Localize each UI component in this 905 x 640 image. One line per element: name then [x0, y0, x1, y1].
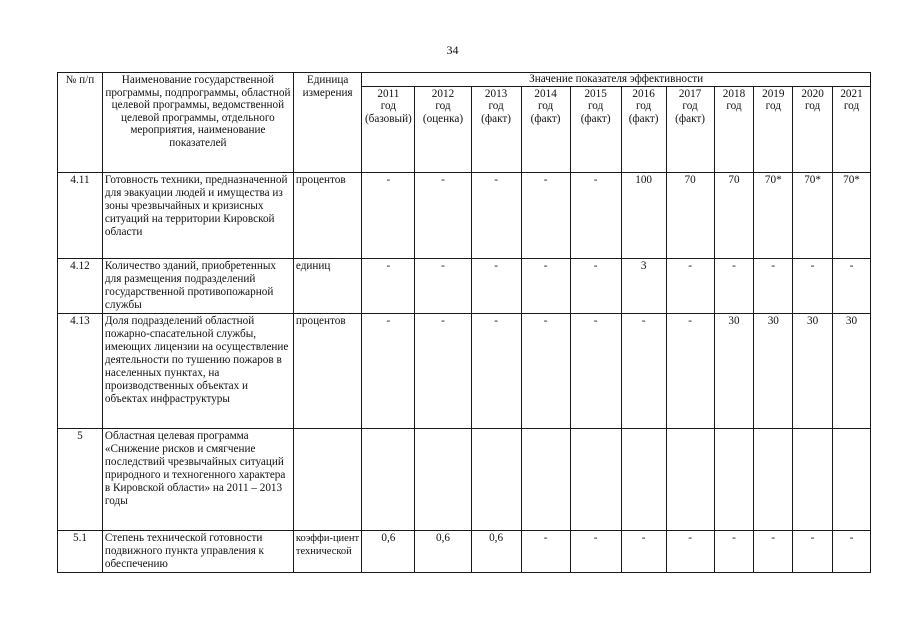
year-note: год [843, 100, 860, 112]
value-cell [621, 429, 666, 531]
row-num: 5.1 [58, 531, 103, 573]
row-unit: коэффи-циент технической [293, 531, 361, 573]
value-cell: - [621, 314, 666, 429]
value-cell: - [754, 259, 793, 314]
value-cell: - [521, 314, 570, 429]
table-row [58, 531, 871, 573]
value-cell: - [666, 531, 714, 573]
table-row [58, 429, 871, 531]
page-number: 34 [446, 43, 459, 57]
value-cell: 70* [793, 173, 833, 259]
value-cell [570, 429, 621, 531]
table-row [58, 314, 871, 429]
year-label: 2017 [678, 87, 702, 100]
year-label: 2019 [762, 87, 785, 100]
year-note: год (оценка) [422, 100, 464, 125]
row-num: 4.13 [58, 314, 103, 429]
value-cell: - [521, 173, 570, 259]
header-year-cell [521, 86, 570, 173]
value-cell: - [362, 259, 415, 314]
header-year-cell [570, 86, 621, 173]
header-year-cell [362, 86, 415, 173]
year-note: год (факт) [530, 100, 561, 125]
header-year-cell [471, 86, 521, 173]
value-cell: - [570, 314, 621, 429]
value-cell: 30 [754, 314, 793, 429]
value-cell: 70 [714, 173, 754, 259]
value-cell: - [666, 314, 714, 429]
year-label: 2014 [534, 87, 557, 100]
table-row [58, 173, 871, 259]
value-cell [754, 429, 793, 531]
value-cell: 0,6 [471, 531, 521, 573]
value-cell: - [521, 531, 570, 573]
year-note: год [765, 100, 781, 112]
value-cell: - [714, 259, 754, 314]
value-cell: 0,6 [362, 531, 415, 573]
value-cell: - [415, 259, 471, 314]
header-num: № п/п [58, 73, 103, 173]
row-unit: процентов [293, 173, 361, 259]
value-cell: - [521, 259, 570, 314]
row-unit: единиц [293, 259, 361, 314]
value-cell: - [714, 531, 754, 573]
year-note: год (базовый) [364, 100, 412, 125]
value-cell: - [415, 173, 471, 259]
row-name: Степень технической готовности подвижного пункта управления к обеспечению [102, 531, 293, 573]
value-cell: - [570, 531, 621, 573]
year-label: 2011 [377, 87, 400, 100]
value-cell: - [471, 173, 521, 259]
year-label: 2020 [801, 87, 824, 100]
header-year-cell [754, 86, 793, 173]
table-row [58, 259, 871, 314]
value-cell: - [621, 531, 666, 573]
row-name: Количество зданий, приобретенных для размещения подразделений государственной противопожарной службы [102, 259, 293, 314]
year-note: год [726, 100, 742, 112]
row-name: Областная целевая программа «Снижение рисков и смягчение последствий чрезвычайных ситуаций природного и техногенного характера в Кировской области» на 2011 – 2013 годы [102, 429, 293, 531]
value-cell: - [833, 259, 871, 314]
year-note: год (факт) [628, 100, 659, 125]
value-cell [521, 429, 570, 531]
value-cell [833, 429, 871, 531]
row-num: 4.11 [58, 173, 103, 259]
value-cell: - [754, 531, 793, 573]
row-name: Доля подразделений областной пожарно-спасательной службы, имеющих лицензии на осуществление деятельности по тушению пожаров в населенных пунктах, на производственных объектах и объектах инфраструктуры [102, 314, 293, 429]
value-cell: 100 [621, 173, 666, 259]
header-year-cell [833, 86, 871, 173]
header-values-title: Значение показателя эффективности [362, 73, 871, 87]
value-cell: 0,6 [415, 531, 471, 573]
value-cell [666, 429, 714, 531]
header-year-cell [793, 86, 833, 173]
year-note: год (факт) [481, 100, 511, 125]
header-row [58, 73, 871, 87]
row-num: 4.12 [58, 259, 103, 314]
row-name: Готовность техники, предназначенной для эвакуации людей и имущества из зоны чрезвычайных и кризисных ситуаций на территории Кировской области [102, 173, 293, 259]
value-cell: - [833, 531, 871, 573]
value-cell: - [362, 314, 415, 429]
value-cell: - [570, 259, 621, 314]
row-unit [293, 429, 361, 531]
value-cell: - [362, 173, 415, 259]
row-unit: процентов [293, 314, 361, 429]
header-name: Наименование государственной программы, подпрограммы, областной целевой программы, ведомственной целевой программы, отдельного мероприятия, наименование показателей [102, 73, 293, 173]
year-label: 2018 [722, 87, 746, 100]
efficiency-indicators-table [57, 72, 871, 573]
year-label: 2021 [840, 87, 863, 100]
value-cell: 30 [793, 314, 833, 429]
year-note: год [804, 100, 821, 112]
value-cell: - [471, 314, 521, 429]
value-cell: - [471, 259, 521, 314]
value-cell: - [570, 173, 621, 259]
year-label: 2012 [431, 87, 455, 100]
header-unit: Единица измерения [293, 73, 361, 173]
year-note: год (факт) [580, 100, 611, 125]
value-cell [415, 429, 471, 531]
header-year-cell [415, 86, 471, 173]
value-cell: 30 [714, 314, 754, 429]
year-label: 2015 [584, 87, 607, 100]
value-cell: 70* [754, 173, 793, 259]
value-cell: - [666, 259, 714, 314]
value-cell [714, 429, 754, 531]
header-year-cell [714, 86, 754, 173]
header-year-cell [666, 86, 714, 173]
value-cell [793, 429, 833, 531]
value-cell [471, 429, 521, 531]
value-cell [362, 429, 415, 531]
value-cell: 3 [621, 259, 666, 314]
value-cell: 70 [666, 173, 714, 259]
header-year-cell [621, 86, 666, 173]
year-label: 2013 [484, 87, 508, 100]
value-cell: - [415, 314, 471, 429]
value-cell: 30 [833, 314, 871, 429]
year-note: год (факт) [675, 100, 705, 125]
year-label: 2016 [632, 87, 655, 100]
row-num: 5 [58, 429, 103, 531]
value-cell: - [793, 531, 833, 573]
value-cell: - [793, 259, 833, 314]
value-cell: 70* [833, 173, 871, 259]
